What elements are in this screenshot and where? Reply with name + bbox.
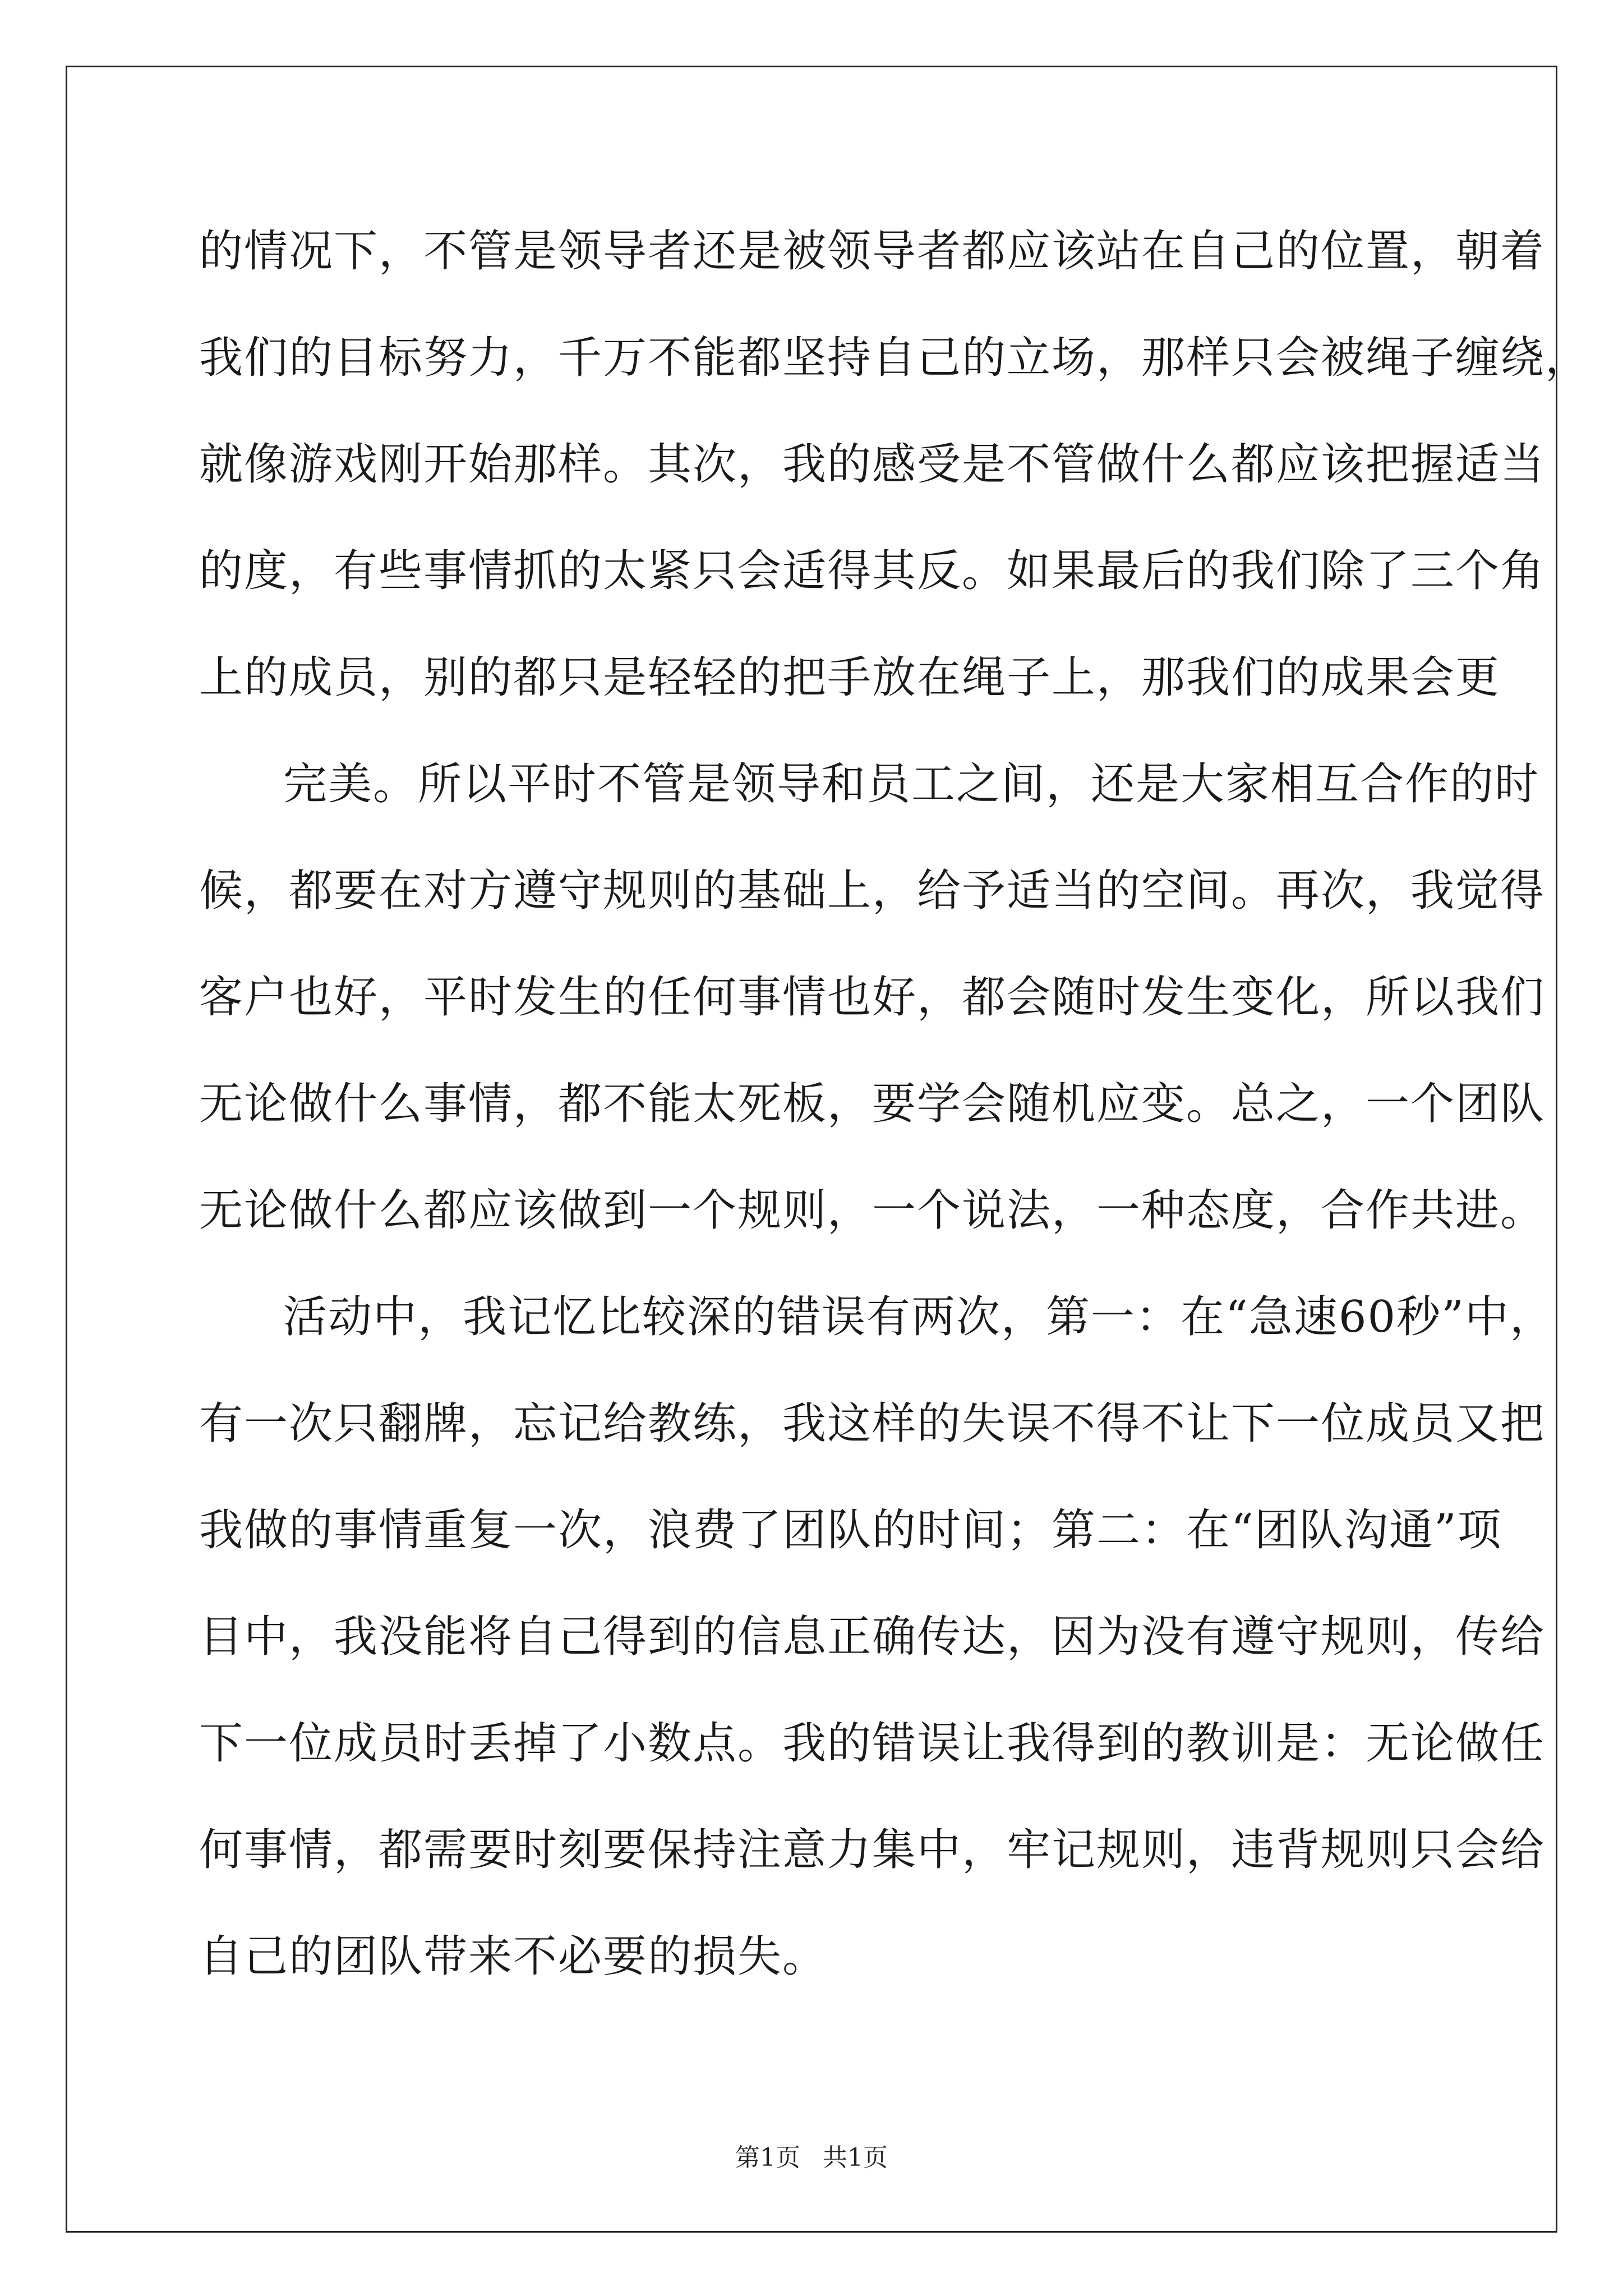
text-line: 目中，我没能将自己得到的信息正确传达，因为没有遵守规则，传给 [199,1612,1546,1662]
text-line: 无论做什么都应该做到一个规则，一个说法，一种态度，合作共进。 [199,1185,1546,1236]
text-line: 我做的事情重复一次，浪费了团队的时间；第二：在“团队沟通”项 [199,1505,1502,1556]
page-number-total: 共1页 [823,2143,888,2172]
page-footer [0,2137,1623,2173]
text-line: 我们的目标努力，千万不能都坚持自己的立场，那样只会被绳子缠绕， [199,333,1590,383]
page-number-current: 第1页 [735,2143,800,2172]
text-line: 完美。所以平时不管是领导和员工之间，还是大家相互合作的时 [283,759,1540,809]
document-body [199,218,1590,2030]
text-line: 何事情，都需要时刻要保持注意力集中，牢记规则，违背规则只会给 [199,1825,1546,1875]
text-line: 活动中，我记忆比较深的错误有两次，第一：在“急速60秒”中， [283,1292,1555,1342]
text-line: 客户也好，平时发生的任何事情也好，都会随时发生变化，所以我们 [199,972,1546,1023]
text-line: 有一次只翻牌，忘记给教练，我这样的失误不得不让下一位成员又把 [199,1398,1546,1449]
text-line: 自己的团队带来不必要的损失。 [199,1931,828,1982]
text-line: 的情况下，不管是领导者还是被领导者都应该站在自己的位置，朝着 [199,226,1546,277]
text-line: 候，都要在对方遵守规则的基础上，给予适当的空间。再次，我觉得 [199,866,1546,916]
text-line: 上的成员，别的都只是轻轻的把手放在绳子上，那我们的成果会更 [199,652,1501,703]
text-line: 无论做什么事情，都不能太死板，要学会随机应变。总之，一个团队 [199,1079,1546,1129]
text-line: 的度，有些事情抓的太紧只会适得其反。如果最后的我们除了三个角 [199,546,1546,596]
text-line: 就像游戏刚开始那样。其次，我的感受是不管做什么都应该把握适当 [199,439,1546,490]
text-line: 下一位成员时丢掉了小数点。我的错误让我得到的教训是：无论做任 [199,1718,1546,1769]
